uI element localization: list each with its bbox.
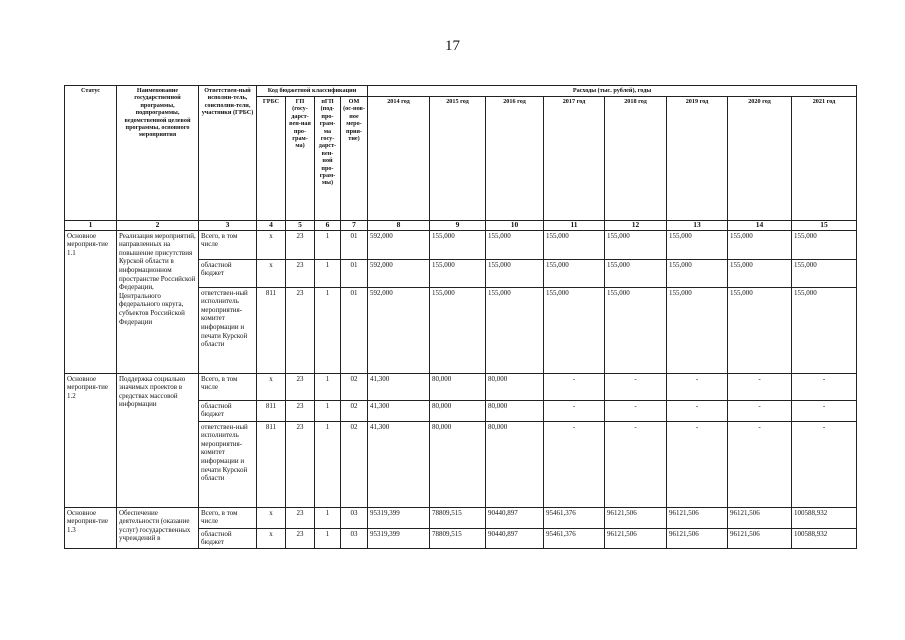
header-year: 2015 год <box>430 97 486 221</box>
responsible-cell: ответствен-ный исполнитель мероприятия-комитет информации и печати Курской области <box>199 287 257 373</box>
om-cell: 01 <box>341 230 368 259</box>
value-cell: 155,000 <box>544 230 605 259</box>
value-cell: - <box>605 373 667 400</box>
value-cell: 41,300 <box>368 400 430 421</box>
gp-cell: 23 <box>286 287 315 373</box>
om-cell: 01 <box>341 259 368 287</box>
value-cell: 155,000 <box>667 259 728 287</box>
value-cell: 95319,399 <box>368 528 430 548</box>
column-number: 6 <box>315 221 341 231</box>
column-numbers-row <box>65 221 857 231</box>
pgp-cell: 1 <box>315 287 341 373</box>
value-cell: - <box>792 421 857 507</box>
value-cell: 100588,932 <box>792 528 857 548</box>
responsible-cell: областной бюджет <box>199 528 257 548</box>
value-cell: 155,000 <box>792 259 857 287</box>
value-cell: 100588,932 <box>792 507 857 528</box>
value-cell: 41,300 <box>368 421 430 507</box>
header-pgp: пГП (под-про-грам-ма госу-дарст-вен-ной про-грам-мы) <box>315 97 341 221</box>
gp-cell: 23 <box>286 400 315 421</box>
om-cell: 02 <box>341 400 368 421</box>
column-number: 14 <box>728 221 792 231</box>
value-cell: 155,000 <box>728 230 792 259</box>
grbs-cell: 811 <box>257 400 286 421</box>
gp-cell: 23 <box>286 230 315 259</box>
header-name: Наименование государственной программы, подпрограммы, ведомственной целевой программы, основного мероприятия <box>117 86 199 221</box>
grbs-cell: х <box>257 230 286 259</box>
column-number: 13 <box>667 221 728 231</box>
header-year: 2018 год <box>605 97 667 221</box>
column-number: 12 <box>605 221 667 231</box>
value-cell: 96121,506 <box>728 528 792 548</box>
value-cell: 80,000 <box>430 421 486 507</box>
responsible-cell: Всего, в том числе <box>199 507 257 528</box>
value-cell: 95461,376 <box>544 507 605 528</box>
value-cell: 155,000 <box>792 230 857 259</box>
value-cell: - <box>544 373 605 400</box>
header-year: 2019 год <box>667 97 728 221</box>
value-cell: - <box>667 400 728 421</box>
value-cell: 155,000 <box>605 259 667 287</box>
gp-cell: 23 <box>286 528 315 548</box>
column-number: 7 <box>341 221 368 231</box>
value-cell: 155,000 <box>486 259 544 287</box>
column-number: 11 <box>544 221 605 231</box>
column-number: 5 <box>286 221 315 231</box>
header-year: 2021 год <box>792 97 857 221</box>
column-number: 9 <box>430 221 486 231</box>
status-cell: Основное мероприя-тие 1.3 <box>65 507 117 548</box>
om-cell: 03 <box>341 528 368 548</box>
responsible-cell: областной бюджет <box>199 400 257 421</box>
om-cell: 01 <box>341 287 368 373</box>
value-cell: 90440,897 <box>486 528 544 548</box>
value-cell: 155,000 <box>430 230 486 259</box>
column-number: 10 <box>486 221 544 231</box>
value-cell: 78809,515 <box>430 528 486 548</box>
value-cell: 41,300 <box>368 373 430 400</box>
gp-cell: 23 <box>286 373 315 400</box>
om-cell: 02 <box>341 373 368 400</box>
value-cell: - <box>728 373 792 400</box>
value-cell: 592,000 <box>368 230 430 259</box>
column-number: 2 <box>117 221 199 231</box>
pgp-cell: 1 <box>315 230 341 259</box>
header-year: 2017 год <box>544 97 605 221</box>
value-cell: 155,000 <box>667 287 728 373</box>
value-cell: 155,000 <box>486 287 544 373</box>
page-number: 17 <box>445 38 460 54</box>
header-budget-code: Код бюджетной классификации <box>257 86 368 97</box>
column-number: 4 <box>257 221 286 231</box>
pgp-cell: 1 <box>315 528 341 548</box>
value-cell: 95319,399 <box>368 507 430 528</box>
value-cell: 80,000 <box>486 421 544 507</box>
value-cell: - <box>667 421 728 507</box>
status-cell: Основное мероприя-тие 1.1 <box>65 230 117 373</box>
responsible-cell: областной бюджет <box>199 259 257 287</box>
pgp-cell: 1 <box>315 259 341 287</box>
header-gp: ГП (госу-дарст-вен-ная про-грам-ма) <box>286 97 315 221</box>
value-cell: - <box>605 421 667 507</box>
gp-cell: 23 <box>286 507 315 528</box>
table-row <box>65 373 857 400</box>
pgp-cell: 1 <box>315 400 341 421</box>
value-cell: 155,000 <box>728 287 792 373</box>
value-cell: 155,000 <box>544 287 605 373</box>
value-cell: - <box>544 421 605 507</box>
table-row <box>65 507 857 528</box>
value-cell: 96121,506 <box>667 507 728 528</box>
header-status: Статус <box>65 86 117 221</box>
value-cell: 78809,515 <box>430 507 486 528</box>
budget-table <box>64 85 857 549</box>
value-cell: 96121,506 <box>605 507 667 528</box>
value-cell: 96121,506 <box>605 528 667 548</box>
column-number: 3 <box>199 221 257 231</box>
name-cell: Поддержка социально значимых проектов в средствах массовой информации <box>117 373 199 507</box>
value-cell: 80,000 <box>430 373 486 400</box>
value-cell: 155,000 <box>430 287 486 373</box>
value-cell: 592,000 <box>368 287 430 373</box>
value-cell: 155,000 <box>667 230 728 259</box>
value-cell: - <box>728 400 792 421</box>
responsible-cell: Всего, в том числе <box>199 373 257 400</box>
value-cell: 96121,506 <box>667 528 728 548</box>
column-number: 8 <box>368 221 430 231</box>
name-cell: Реализация мероприятий, направленных на повышение присутствия Курской области в информационном пространстве Российской Федерации, Центрального федерального округа, субъектов Российской Федерации <box>117 230 199 373</box>
grbs-cell: 811 <box>257 421 286 507</box>
header-year: 2016 год <box>486 97 544 221</box>
value-cell: 155,000 <box>605 230 667 259</box>
responsible-cell: ответствен-ный исполнитель мероприятия-комитет информации и печати Курской области <box>199 421 257 507</box>
value-cell: 96121,506 <box>728 507 792 528</box>
header-year: 2014 год <box>368 97 430 221</box>
header-expenses: Расходы (тыс. рублей), годы <box>368 86 857 97</box>
value-cell: 155,000 <box>430 259 486 287</box>
header-year: 2020 год <box>728 97 792 221</box>
table-row <box>65 230 857 259</box>
grbs-cell: х <box>257 507 286 528</box>
value-cell: - <box>728 421 792 507</box>
value-cell: 155,000 <box>792 287 857 373</box>
grbs-cell: 811 <box>257 287 286 373</box>
grbs-cell: х <box>257 373 286 400</box>
responsible-cell: Всего, в том числе <box>199 230 257 259</box>
gp-cell: 23 <box>286 421 315 507</box>
table-header <box>65 86 857 221</box>
value-cell: - <box>792 373 857 400</box>
pgp-cell: 1 <box>315 421 341 507</box>
pgp-cell: 1 <box>315 373 341 400</box>
value-cell: - <box>792 400 857 421</box>
om-cell: 02 <box>341 421 368 507</box>
value-cell: 155,000 <box>486 230 544 259</box>
header-responsible: Ответствен-ный исполни-тель, соисполни-тели, участники (ГРБС) <box>199 86 257 221</box>
name-cell: Обеспечение деятельности (оказание услуг) государственных учреждений в <box>117 507 199 548</box>
column-number: 1 <box>65 221 117 231</box>
value-cell: 592,000 <box>368 259 430 287</box>
status-cell: Основное мероприя-тие 1.2 <box>65 373 117 507</box>
value-cell: 155,000 <box>544 259 605 287</box>
value-cell: 90440,897 <box>486 507 544 528</box>
value-cell: - <box>605 400 667 421</box>
gp-cell: 23 <box>286 259 315 287</box>
value-cell: 80,000 <box>430 400 486 421</box>
om-cell: 03 <box>341 507 368 528</box>
grbs-cell: х <box>257 528 286 548</box>
value-cell: 80,000 <box>486 400 544 421</box>
value-cell: - <box>544 400 605 421</box>
column-number: 15 <box>792 221 857 231</box>
header-grbs: ГРБС <box>257 97 286 221</box>
value-cell: 155,000 <box>728 259 792 287</box>
value-cell: 80,000 <box>486 373 544 400</box>
pgp-cell: 1 <box>315 507 341 528</box>
value-cell: 155,000 <box>605 287 667 373</box>
value-cell: - <box>667 373 728 400</box>
header-om: ОМ (ос-нов-ное меро-прия-тие) <box>341 97 368 221</box>
grbs-cell: х <box>257 259 286 287</box>
value-cell: 95461,376 <box>544 528 605 548</box>
